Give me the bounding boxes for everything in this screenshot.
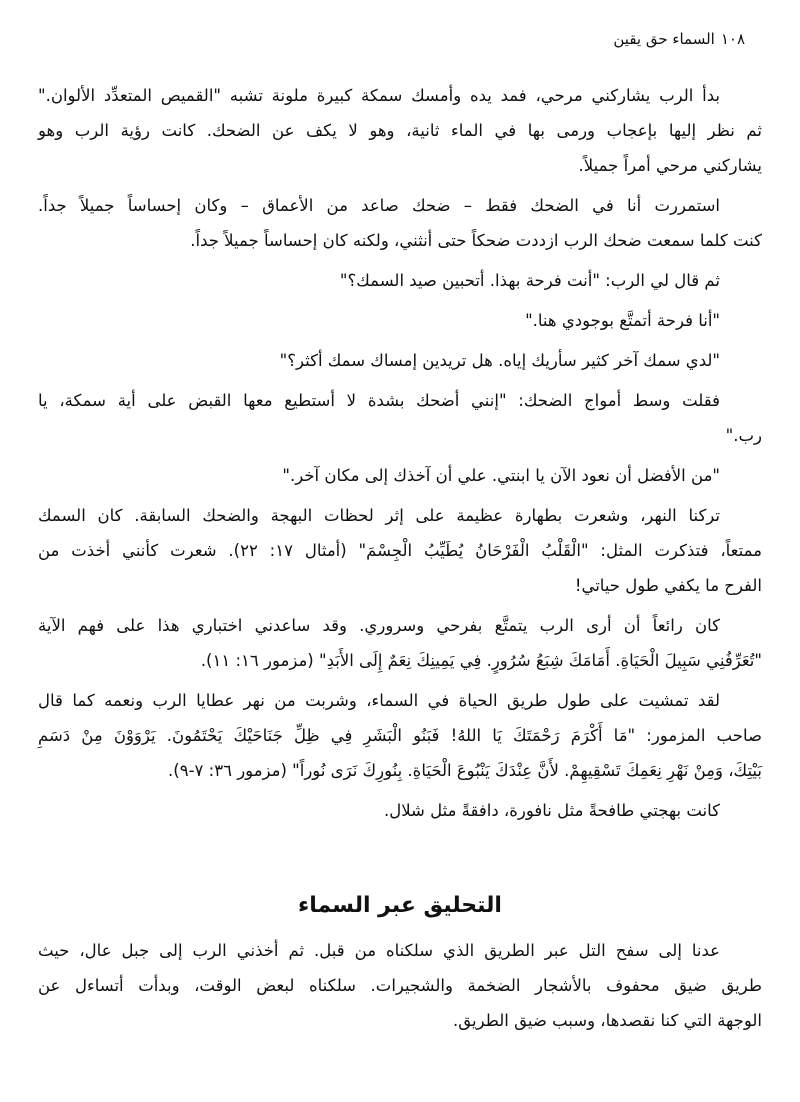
text-line: "لدي سمك آخر كثير سأريك إياه. هل تريدين إمساك سمك أكثر؟" [279,351,720,370]
text-line: "من الأفضل أن نعود الآن يا ابنتي. علي أن آخذك إلى مكان آخر." [282,466,720,485]
text-line: عدنا إلى سفح التل عبر الطريق الذي سلكناه من قبل. ثم أخذني الرب إلى جبل عال، حيث [38,941,720,960]
paragraph [38,683,762,788]
running-header [607,30,745,48]
text-line: فقلت وسط أمواج الضحك: "إنني أضحك بشدة لا أستطيع معها القبض على أية سمكة، يا [38,391,720,410]
paragraph [38,383,762,453]
book-title: السماء حق يقين [613,30,715,48]
paragraph [38,793,762,828]
paragraph [38,303,762,338]
text-line: الوجهة التي كنا نقصدها، وسبب ضيق الطريق. [453,1011,762,1030]
text-line: ثم نظر إليها بإعجاب ورمى بها في الماء ثانية، وهو لا يكف عن الضحك. كانت رؤية الرب وهو [38,121,762,140]
text-line: الفرح ما يكفي طول حياتي! [574,576,762,595]
paragraph [38,933,762,1038]
section-heading: التحليق عبر السماء [298,893,502,918]
page-number: ١٠٨ [720,30,745,48]
text-line: كان رائعاً أن أرى الرب يتمتَّع بفرحي وسروري. وقد ساعدني اختباري هذا على فهم الآية [38,616,720,635]
text-line: يشاركني مرحي أمراً جميلاً. [578,156,762,175]
paragraph [38,263,762,298]
text-line: استمررت أنا في الضحك فقط – ضحك صاعد من الأعماق – وكان إحساساً جميلاً جداً. [38,196,720,215]
text-line: بدأ الرب يشاركني مرحي، فمد يده وأمسك سمكة كبيرة ملونة تشبه "القميص المتعدِّد الألوان." [38,86,720,105]
text-line: كانت بهجتي طافحةً مثل نافورة، دافقةً مثل شلال. [383,801,720,820]
text-line: ثم قال لي الرب: "أنت فرحة بهذا. أتحبين صيد السمك؟" [339,271,720,290]
text-line: طريق ضيق محفوف بالأشجار الضخمة والشجيرات. سلكناه لبعض الوقت، وبدأت أتساءل عن [38,976,762,995]
paragraph [38,608,762,678]
text-line: تركنا النهر، وشعرت بطهارة عظيمة على إثر لحظات البهجة والضحك السابقة. كان السمك [38,506,720,525]
paragraph [38,498,762,603]
text-line: ممتعاً، فتذكرت المثل: "الْقَلْبُ الْفَرْحَانُ يُطَيِّبُ الْجِسْمَ" (أمثال ١٧: ٢٢). شعرت كأنني أخذت من [38,541,762,560]
paragraph [38,188,762,258]
page-body [38,78,762,833]
text-line: رب." [725,426,762,445]
text-line: صاحب المزمور: "مَا أَكْرَمَ رَحْمَتَكَ يَا اللهُ! فَبَنُو الْبَشَرِ فِي ظِلِّ جَنَاحَيْكَ يَحْتَمُونَ. يَرْوَوْنَ مِنْ دَسَمِ [38,726,762,745]
text-line: بَيْتِكَ، وَمِنْ نَهْرِ نِعَمِكَ تَسْقِيهِمْ. لأَنَّ عِنْدَكَ يَنْبُوعَ الْحَيَاةِ. بِنُورِكَ نَرَى نُوراً" (مزمور ٣٦: ٧-٩). [168,761,762,780]
paragraph [38,78,762,183]
text-line: لقد تمشيت على طول طريق الحياة في السماء، وشربت من نهر عطايا الرب ونعمه كما قال [38,691,720,710]
text-line: "تُعَرِّفُنِي سَبِيلَ الْحَيَاةِ. أَمَامَكَ شِبَعُ سُرُورٍ. فِي يَمِينِكَ نِعَمٌ إِلَى الأَبَدِ" (مزمور ١٦: ١١). [200,651,762,670]
paragraph [38,343,762,378]
text-line: كنت كلما سمعت ضحك الرب ازددت ضحكاً حتى أنثني، ولكنه كان إحساساً جميلاً جداً. [190,231,762,250]
section-body [38,933,762,1043]
paragraph [38,458,762,493]
text-line: "أنا فرحة أتمتَّع بوجودي هنا." [525,311,720,330]
